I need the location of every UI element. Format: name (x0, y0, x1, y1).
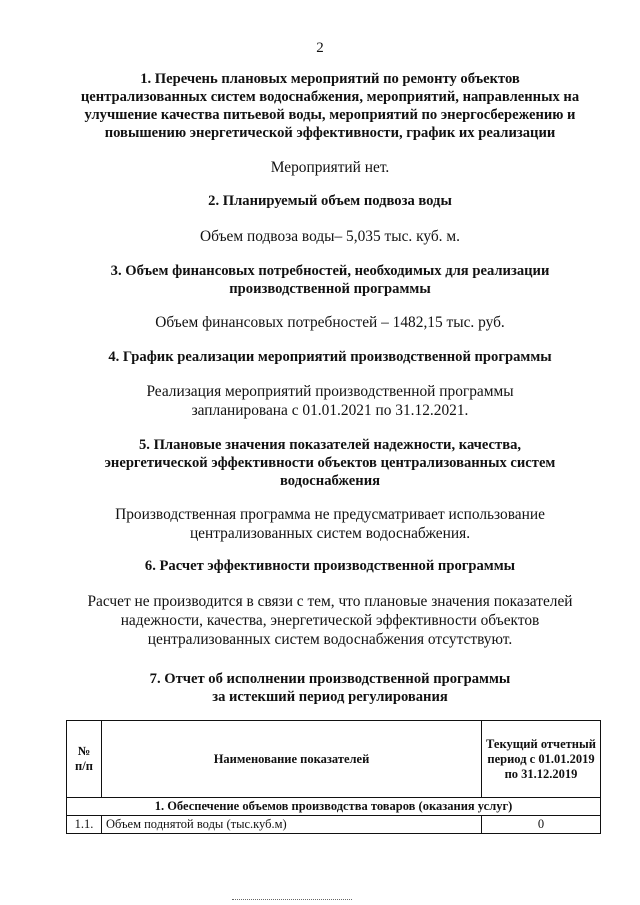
row-num: 1.1. (67, 816, 102, 834)
scan-edge-mark (232, 899, 352, 900)
section-row-label: 1. Обеспечение объемов производства товаров (оказания услуг) (67, 798, 601, 816)
report-table (66, 720, 601, 834)
header-num: № п/п (67, 721, 102, 798)
section-4-text: Реализация мероприятий производственной программы запланирована с 01.01.2021 по 31.12.2021. (146, 383, 514, 419)
section-4-heading: 4. График реализации мероприятий производственной программы (108, 349, 552, 365)
section-2-heading: 2. Планируемый объем подвоза воды (208, 193, 452, 209)
page-number: 2 (316, 40, 324, 56)
section-5-text: Производственная программа не предусматривает использование централизованных систем водоснабжения. (115, 506, 545, 542)
section-2-text: Объем подвоза воды– 5,035 тыс. куб. м. (200, 228, 460, 245)
section-3-heading: 3. Объем финансовых потребностей, необходимых для реализации производственной программы (110, 263, 550, 297)
section-6-heading: 6. Расчет эффективности производственной программы (144, 558, 516, 574)
section-1-text: Мероприятий нет. (270, 159, 390, 176)
table-row (67, 816, 601, 834)
row-value: 0 (482, 816, 601, 834)
table-header-row (67, 721, 601, 798)
header-value: Текущий отчетный период с 01.01.2019 по 31.12.2019 (482, 721, 601, 798)
table-section-row (67, 798, 601, 816)
section-7-heading: 7. Отчет об исполнении производственной программы за истекший период регулирования (149, 671, 511, 705)
section-6-text: Расчет не производится в связи с тем, что плановые значения показателей надежности, качества, энергетической эффективности объектов централизованных систем водоснабжения отсутствуют. (87, 593, 573, 648)
section-5-heading: 5. Плановые значения показателей надежности, качества, энергетической эффективности объектов централизованных систем водоснабжения (104, 437, 556, 489)
section-1-heading: 1. Перечень плановых мероприятий по ремонту объектов централизованных систем водоснабжения, мероприятий, направленных на улучшение качества питьевой воды, мероприятий по энергосбережению и повышению энергетической эффективности, график их реализации (80, 71, 580, 141)
row-name: Объем поднятой воды (тыс.куб.м) (102, 816, 482, 834)
section-3-text: Объем финансовых потребностей – 1482,15 тыс. руб. (155, 314, 505, 331)
header-name: Наименование показателей (102, 721, 482, 798)
